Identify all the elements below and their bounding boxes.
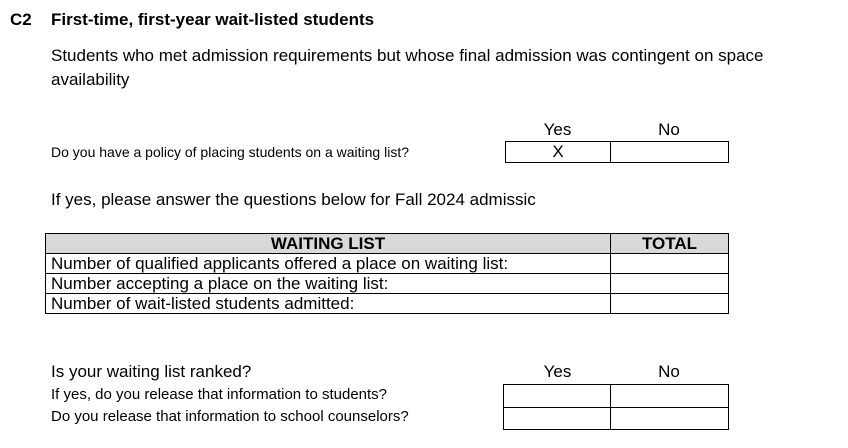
row-total-cell[interactable] — [611, 254, 729, 274]
students-yes-box[interactable] — [503, 384, 611, 408]
row-label: Number accepting a place on the waiting list: — [46, 274, 611, 294]
if-yes-instruction: If yes, please answer the questions below for Fall 2024 admissic — [51, 190, 536, 209]
row-total-cell[interactable] — [611, 294, 729, 314]
ranking-yes-header: Yes — [543, 362, 572, 381]
table-row — [46, 274, 729, 294]
waiting-list-table — [45, 233, 729, 314]
total-header: TOTAL — [611, 234, 729, 254]
counselors-no-box[interactable] — [610, 407, 729, 430]
waiting-list-header-row — [46, 234, 729, 254]
row-label: Number of qualified applicants offered a place on waiting list: — [46, 254, 611, 274]
counselors-yes-box[interactable] — [503, 407, 611, 430]
table-row — [46, 254, 729, 274]
row-label: Number of wait-listed students admitted: — [46, 294, 611, 314]
release-counselors-question: Do you release that information to school counselors? — [51, 408, 409, 425]
policy-no-header: No — [658, 120, 680, 139]
students-no-box[interactable] — [610, 384, 729, 408]
policy-no-box[interactable] — [610, 141, 729, 163]
policy-yes-header: Yes — [543, 120, 572, 139]
table-row — [46, 294, 729, 314]
section-code: C2 — [10, 10, 32, 29]
ranking-no-header: No — [658, 362, 680, 381]
policy-question: Do you have a policy of placing students on a waiting list? — [51, 144, 409, 160]
ranked-question: Is your waiting list ranked? — [51, 362, 252, 381]
release-students-question: If yes, do you release that information to students? — [51, 386, 388, 403]
policy-yes-box[interactable]: X — [505, 141, 611, 163]
section-title: First-time, first-year wait-listed students — [51, 10, 375, 29]
waiting-list-header: WAITING LIST — [46, 234, 611, 254]
section-description: Students who met admission requirements but whose final admission was contingent on space availability — [51, 46, 764, 89]
row-total-cell[interactable] — [611, 274, 729, 294]
